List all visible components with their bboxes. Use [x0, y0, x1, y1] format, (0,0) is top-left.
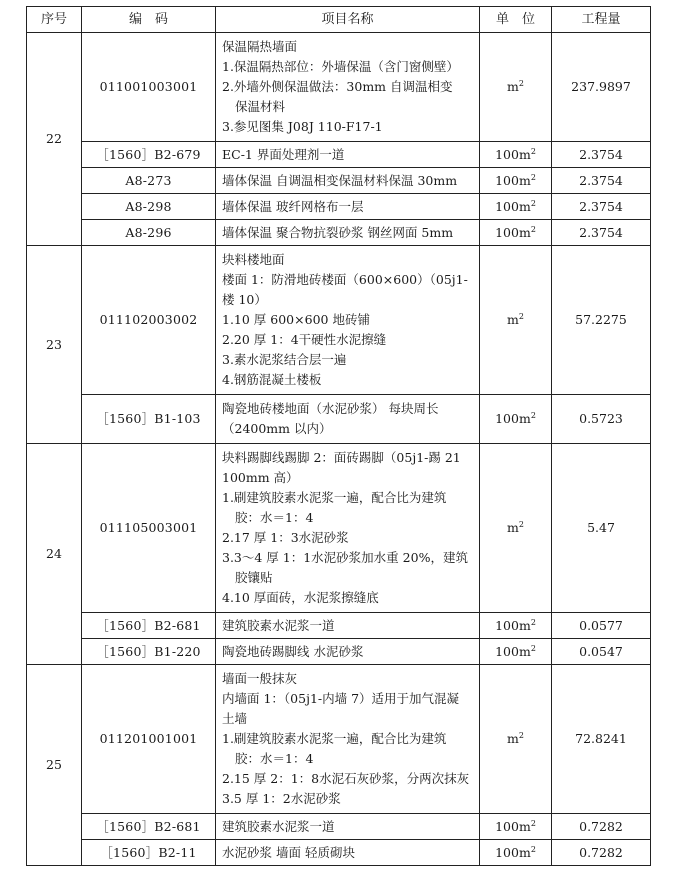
item-name [216, 665, 480, 814]
unit-sup: 2 [530, 146, 536, 156]
row-seq: 25 [27, 665, 82, 866]
unit-base: 100m [495, 224, 531, 240]
header-unit: 单 位 [480, 7, 552, 33]
table-row [27, 814, 651, 840]
item-name-line: 4.钢筋混凝土楼板 [222, 372, 322, 387]
item-name: 墙体保温 聚合物抗裂砂浆 钢丝网面 5mm [216, 220, 480, 246]
quantity-table-sheet [26, 6, 650, 866]
header-seq: 序号 [27, 7, 82, 33]
unit-sup: 2 [530, 643, 536, 653]
item-qty: 2.3754 [552, 194, 651, 220]
item-name-line: 墙面一般抹灰 [222, 671, 298, 686]
item-name-line: 3.素水泥浆结合层一遍 [222, 352, 347, 367]
item-code: 011102003002 [82, 246, 216, 395]
unit-sup: 2 [518, 520, 524, 529]
item-code: A8-298 [82, 194, 216, 220]
unit-base: m [507, 312, 519, 327]
row-seq: 23 [27, 246, 82, 444]
unit-base: 100m [495, 844, 531, 860]
quantity-table [26, 6, 651, 866]
item-name-line: 2.17 厚 1：3水泥砂浆 [222, 530, 349, 545]
unit-base: 100m [495, 146, 531, 162]
item-code: ［1560］B2-679 [82, 142, 216, 168]
item-unit [480, 665, 552, 814]
item-unit [480, 395, 552, 444]
item-code: 011001003001 [82, 33, 216, 142]
item-name-line: 1.10 厚 600×600 地砖铺 [222, 312, 370, 327]
item-name-line: 胶：水＝1：4 [235, 510, 314, 525]
item-name [216, 246, 480, 395]
item-qty: 57.2275 [552, 246, 651, 395]
unit-base: m [507, 520, 519, 535]
unit-sup: 2 [518, 79, 524, 88]
item-qty: 237.9897 [552, 33, 651, 142]
item-name [216, 395, 480, 444]
item-unit [480, 639, 552, 665]
table-row [27, 395, 651, 444]
item-code: ［1560］B2-681 [82, 613, 216, 639]
item-name-line: 3.3～4 厚 1：1水泥砂浆加水重 20%，建筑 [222, 550, 468, 565]
item-name-line: 1.刷建筑胶素水泥浆一遍，配合比为建筑 [222, 731, 447, 746]
item-code: ［1560］B2-11 [82, 840, 216, 866]
unit-base: m [507, 79, 519, 94]
unit-sup: 2 [530, 818, 536, 828]
item-name-line: 2.20 厚 1：4干硬性水泥擦缝 [222, 332, 387, 347]
table-row [27, 220, 651, 246]
table-body [27, 33, 651, 866]
item-code: 011105003001 [82, 444, 216, 613]
unit-base: 100m [495, 198, 531, 214]
item-unit [480, 840, 552, 866]
item-qty: 5.47 [552, 444, 651, 613]
item-name: 水泥砂浆 墙面 轻质砌块 [216, 840, 480, 866]
item-name: 陶瓷地砖踢脚线 水泥砂浆 [216, 639, 480, 665]
table-row [27, 246, 651, 395]
item-unit [480, 33, 552, 142]
table-row [27, 444, 651, 613]
unit-base: 100m [495, 411, 531, 426]
item-qty: 2.3754 [552, 142, 651, 168]
item-qty: 0.7282 [552, 840, 651, 866]
unit-sup: 2 [518, 731, 524, 740]
item-name-line: （2400mm 以内） [222, 421, 332, 436]
item-unit [480, 142, 552, 168]
item-name-line: 胶镶贴 [235, 570, 273, 585]
header-code: 编 码 [82, 7, 216, 33]
table-row [27, 168, 651, 194]
table-row [27, 142, 651, 168]
item-name [216, 33, 480, 142]
row-seq: 24 [27, 444, 82, 665]
item-unit [480, 613, 552, 639]
item-qty: 0.0547 [552, 639, 651, 665]
unit-sup: 2 [530, 224, 536, 234]
unit-sup: 2 [530, 411, 536, 420]
item-code: ［1560］B1-103 [82, 395, 216, 444]
item-qty: 0.5723 [552, 395, 651, 444]
table-row [27, 840, 651, 866]
item-name-line: 1.保温隔热部位：外墙保温（含门窗侧壁） [222, 59, 459, 74]
table-row [27, 33, 651, 142]
item-unit [480, 194, 552, 220]
item-code: ［1560］B2-681 [82, 814, 216, 840]
table-header [27, 7, 651, 33]
unit-base: 100m [495, 172, 531, 188]
item-name-line: 100mm 高） [222, 470, 299, 485]
item-name-line: 1.刷建筑胶素水泥浆一遍，配合比为建筑 [222, 490, 447, 505]
unit-base: 100m [495, 818, 531, 834]
unit-base: 100m [495, 617, 531, 633]
item-unit [480, 246, 552, 395]
item-name: EC-1 界面处理剂一道 [216, 142, 480, 168]
item-name-line: 3.参见图集 J08J 110-F17-1 [222, 119, 383, 134]
item-name-line: 土墙 [222, 711, 248, 726]
item-code: A8-273 [82, 168, 216, 194]
item-qty: 2.3754 [552, 168, 651, 194]
table-row [27, 613, 651, 639]
unit-base: 100m [495, 643, 531, 659]
row-seq: 22 [27, 33, 82, 246]
unit-sup: 2 [530, 198, 536, 208]
item-name-line: 陶瓷地砖楼地面（水泥砂浆） 每块周长 [222, 401, 439, 416]
item-qty: 72.8241 [552, 665, 651, 814]
item-name: 建筑胶素水泥浆一道 [216, 613, 480, 639]
item-name-line: 内墙面 1：（05j1-内墙 7）适用于加气混凝 [222, 691, 460, 706]
table-row [27, 665, 651, 814]
table-row [27, 194, 651, 220]
item-unit [480, 168, 552, 194]
item-unit [480, 220, 552, 246]
item-name [216, 444, 480, 613]
unit-base: m [507, 731, 519, 746]
item-name-line: 块料踢脚线踢脚 2：面砖踢脚（05j1-踢 21 [222, 450, 461, 465]
item-qty: 0.7282 [552, 814, 651, 840]
item-name-line: 块料楼地面 [222, 252, 285, 267]
item-code: A8-296 [82, 220, 216, 246]
item-name-line: 3.5 厚 1：2水泥砂浆 [222, 791, 341, 806]
item-unit [480, 814, 552, 840]
item-code: ［1560］B1-220 [82, 639, 216, 665]
item-name: 墙体保温 自调温相变保温材料保温 30mm [216, 168, 480, 194]
item-name-line: 4.10 厚面砖，水泥浆擦缝底 [222, 590, 379, 605]
item-code: 011201001001 [82, 665, 216, 814]
unit-sup: 2 [530, 172, 536, 182]
item-qty: 0.0577 [552, 613, 651, 639]
header-qty: 工程量 [552, 7, 651, 33]
item-name-line: 保温隔热墙面 [222, 39, 298, 54]
item-name-line: 2.外墙外侧保温做法：30mm 自调温相变 [222, 79, 453, 94]
item-name: 墙体保温 玻纤网格布一层 [216, 194, 480, 220]
unit-sup: 2 [530, 617, 536, 627]
item-qty: 2.3754 [552, 220, 651, 246]
table-row [27, 639, 651, 665]
item-name-line: 楼面 1：防滑地砖楼面（600×600）（05j1-楼 10） [222, 272, 468, 307]
item-name-line: 2.15 厚 2：1：8水泥石灰砂浆，分两次抹灰 [222, 771, 470, 786]
unit-sup: 2 [518, 312, 524, 321]
header-name: 项目名称 [216, 7, 480, 33]
item-name: 建筑胶素水泥浆一道 [216, 814, 480, 840]
unit-sup: 2 [530, 844, 536, 854]
item-name-line: 胶：水＝1：4 [235, 751, 314, 766]
item-unit [480, 444, 552, 613]
item-name-line: 保温材料 [235, 99, 286, 114]
